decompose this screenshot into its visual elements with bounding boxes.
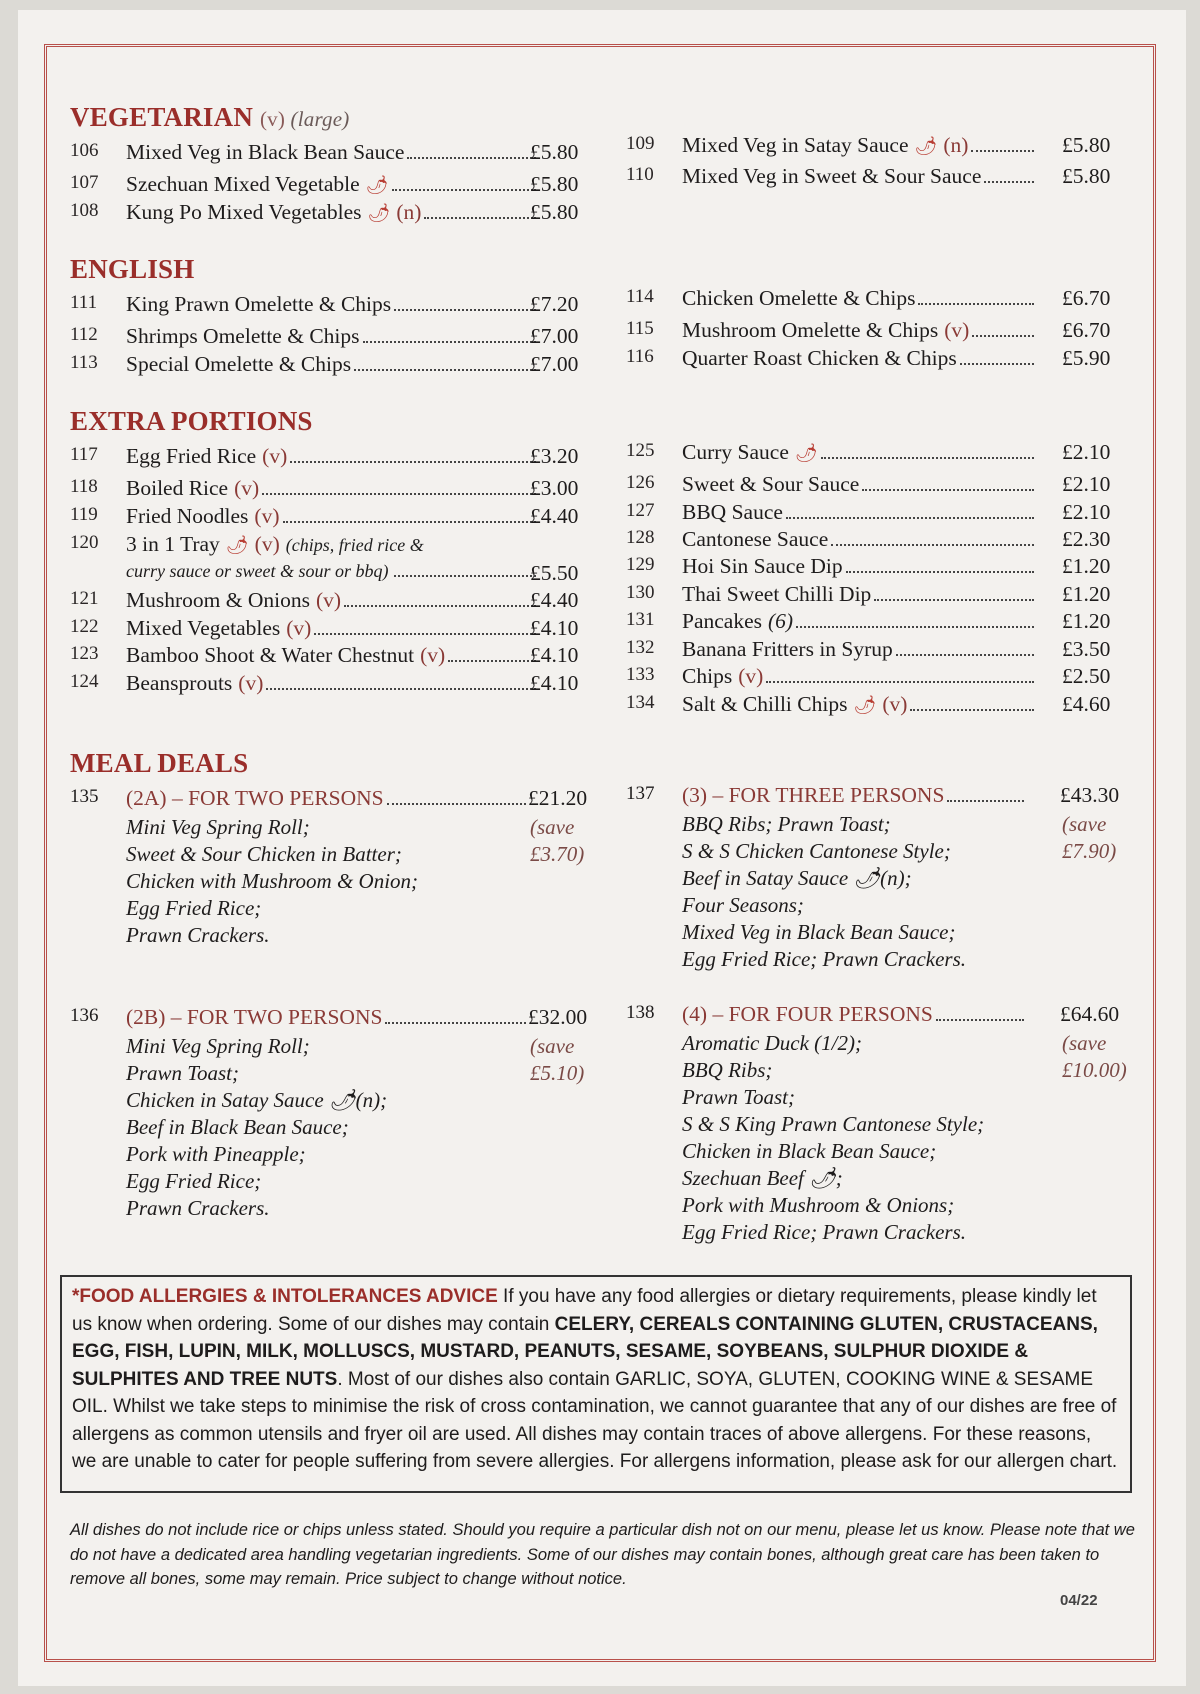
item-description: curry sauce or sweet & sour or bbq) — [126, 561, 389, 581]
menu-item — [70, 172, 600, 198]
item-name-row — [682, 164, 1038, 189]
item-name: BBQ Sauce — [682, 500, 783, 524]
allergy-heading: *FOOD ALLERGIES & INTOLERANCES ADVICE — [72, 1286, 498, 1307]
saving-amount: £7.90) — [1062, 839, 1117, 863]
item-name-row — [682, 286, 1038, 311]
item-name-row — [682, 554, 1038, 579]
item-tag: (v) — [738, 664, 764, 688]
item-number: 120 — [70, 532, 99, 553]
item-price: £5.80 — [1062, 164, 1111, 188]
footer-note: All dishes do not include rice or chips unless stated. Should you require a particular dish not on our menu, please let us know. Please note that we do not have a dedicated area handling vegetarian ingredients. Some of our dishes may contain bones, although great care has been taken to remove all bones, some may remain. Price subject to change without notice. — [70, 1521, 1135, 1588]
deal-dish: Egg Fried Rice; Prawn Crackers. — [682, 947, 967, 971]
deal-saving — [1062, 1030, 1127, 1084]
dot-leader — [387, 803, 526, 805]
deal-dish: Prawn Toast; — [126, 1061, 240, 1085]
deal-dish: Aromatic Duck (1/2); — [682, 1031, 862, 1055]
item-name-row — [682, 346, 1038, 371]
veg-tag: (v) — [259, 107, 286, 131]
item-name-row — [682, 133, 1038, 158]
item-number: 112 — [70, 324, 98, 345]
item-number: 110 — [626, 164, 654, 185]
item-number: 109 — [626, 133, 655, 154]
item-name-row — [682, 637, 1038, 662]
item-name: King Prawn Omelette & Chips — [126, 292, 392, 316]
deal-contents — [126, 1033, 387, 1222]
deal-contents — [126, 814, 418, 949]
menu-item — [70, 200, 600, 226]
deal-dish: Pork with Pineapple; — [126, 1142, 306, 1166]
deal-dish: Chicken in Black Bean Sauce; — [682, 1139, 937, 1163]
item-price: £5.90 — [1062, 346, 1111, 370]
deal-dish: Prawn Crackers. — [126, 1196, 270, 1220]
item-price: £5.80 — [530, 200, 579, 224]
section-title-text: VEGETARIAN — [70, 102, 254, 132]
menu-item — [70, 504, 600, 530]
section-title-english: ENGLISH — [70, 254, 195, 284]
item-name: Mushroom & Onions — [126, 588, 310, 612]
item-price: £6.70 — [1062, 318, 1111, 342]
saving-label: (save — [1062, 1031, 1107, 1055]
item-name: 3 in 1 Tray — [126, 532, 220, 556]
item-name-row — [126, 643, 540, 668]
deal-label-row — [126, 786, 530, 811]
item-price: £7.00 — [530, 352, 579, 376]
menu-item — [626, 440, 1132, 466]
deal-dish: Egg Fried Rice; — [126, 896, 262, 920]
menu-item — [626, 582, 1132, 608]
chili-icon: 🌶 — [365, 175, 389, 195]
dot-leader — [972, 335, 1034, 337]
item-number: 126 — [626, 472, 655, 493]
item-tag: (n) — [943, 133, 969, 157]
deal-dish: Four Seasons; — [682, 893, 804, 917]
dot-leader — [786, 517, 1034, 519]
deal-price: £43.30 — [1060, 783, 1120, 807]
deal-dish: Chicken in Satay Sauce 🌶(n); — [126, 1088, 388, 1112]
deal-label-row — [682, 783, 1028, 808]
item-number: 119 — [70, 504, 98, 525]
dot-leader — [392, 189, 537, 191]
item-name: Boiled Rice — [126, 476, 229, 500]
item-price: £1.20 — [1062, 554, 1111, 578]
item-name: Mixed Vegetables — [126, 616, 281, 640]
deal-dish: S & S King Prawn Cantonese Style; — [682, 1112, 985, 1136]
item-name-row — [126, 476, 540, 501]
menu-item — [70, 476, 600, 502]
deal-label: (3) – FOR THREE PERSONS — [682, 783, 945, 807]
menu-item — [70, 616, 600, 642]
deal-number: 137 — [626, 783, 655, 804]
item-name: Chicken Omelette & Chips — [682, 286, 916, 310]
menu-item — [626, 500, 1132, 526]
dot-leader — [936, 1019, 1024, 1021]
dot-leader — [874, 599, 1034, 601]
item-price: £6.70 — [1062, 286, 1111, 310]
saving-amount: £10.00) — [1062, 1058, 1127, 1082]
item-tag: (v) — [254, 504, 280, 528]
item-tag: (v) — [238, 671, 264, 695]
item-name: Mixed Veg in Satay Sauce — [682, 133, 909, 157]
deal-label: (2B) – FOR TWO PERSONS — [126, 1005, 383, 1029]
deal-label-row — [126, 1005, 530, 1030]
item-name-row — [126, 172, 540, 197]
deal-saving — [530, 814, 584, 868]
chili-icon: 🌶 — [853, 695, 877, 715]
allergy-advice-box — [60, 1275, 1132, 1493]
menu-date: 04/22 — [1060, 1592, 1098, 1609]
meal-deal-header — [626, 783, 1152, 810]
dot-leader — [831, 544, 1034, 546]
menu-item — [70, 140, 600, 166]
dot-leader — [947, 800, 1024, 802]
item-name-row — [682, 527, 1038, 552]
item-name: Shrimps Omelette & Chips — [126, 324, 360, 348]
deal-price: £64.60 — [1060, 1002, 1120, 1026]
item-name-row — [126, 504, 540, 529]
item-tag: (v) — [882, 692, 908, 716]
item-name-row — [682, 318, 1038, 343]
deal-contents — [682, 811, 966, 973]
item-name-row — [126, 324, 540, 349]
section-title-vegetarian — [70, 102, 349, 133]
item-name-row — [682, 582, 1038, 607]
item-number: 123 — [70, 643, 99, 664]
deal-label: (4) – FOR FOUR PERSONS — [682, 1002, 933, 1026]
dot-leader — [283, 521, 537, 523]
item-number: 106 — [70, 140, 99, 161]
menu-item — [70, 292, 600, 318]
item-price: £2.50 — [1062, 664, 1111, 688]
saving-label: (save — [530, 1034, 575, 1058]
dot-leader — [394, 309, 536, 311]
item-number: 134 — [626, 692, 655, 713]
saving-amount: £3.70) — [530, 842, 585, 866]
dot-leader — [796, 626, 1034, 628]
chili-icon: 🌶 — [914, 136, 938, 156]
menu-item — [626, 637, 1132, 663]
item-price: £2.10 — [1062, 472, 1111, 496]
menu-item — [626, 286, 1132, 312]
saving-label: (save — [530, 815, 575, 839]
dot-leader — [290, 461, 536, 463]
large-note: (large) — [290, 107, 350, 131]
deal-dish: BBQ Ribs; — [682, 1058, 773, 1082]
item-name: Quarter Roast Chicken & Chips — [682, 346, 957, 370]
item-price: £2.10 — [1062, 440, 1111, 464]
deal-dish: Pork with Mushroom & Onions; — [682, 1193, 955, 1217]
item-price: £1.20 — [1062, 582, 1111, 606]
item-name: Kung Po Mixed Vegetables — [126, 200, 362, 224]
deal-dish: S & S Chicken Cantonese Style; — [682, 839, 951, 863]
menu-item — [626, 472, 1132, 498]
item-name: Mushroom Omelette & Chips — [682, 318, 939, 342]
item-price: £5.80 — [1062, 133, 1111, 157]
deal-number: 138 — [626, 1002, 655, 1023]
item-name: Cantonese Sauce — [682, 527, 829, 551]
item-name-row — [126, 532, 540, 557]
item-price: £4.40 — [530, 588, 579, 612]
item-number: 125 — [626, 440, 655, 461]
item-name: Salt & Chilli Chips — [682, 692, 848, 716]
deal-dish: Egg Fried Rice; — [126, 1169, 262, 1193]
deal-saving — [1062, 811, 1116, 865]
dot-leader — [960, 363, 1034, 365]
dot-leader — [363, 341, 536, 343]
item-number: 115 — [626, 318, 654, 339]
dot-leader — [344, 605, 536, 607]
item-name: Szechuan Mixed Vegetable — [126, 172, 360, 196]
item-price: £5.80 — [530, 140, 579, 164]
menu-item — [626, 527, 1132, 553]
item-price: £4.10 — [530, 671, 579, 695]
menu-item — [70, 671, 600, 697]
deal-dish: Sweet & Sour Chicken in Batter; — [126, 842, 402, 866]
item-price: £4.10 — [530, 616, 579, 640]
item-name-row — [682, 692, 1038, 717]
item-name: Beansprouts — [126, 671, 233, 695]
item-tag: (v) — [262, 444, 288, 468]
item-number: 121 — [70, 588, 99, 609]
item-name-row — [126, 140, 540, 165]
item-price: £3.00 — [530, 476, 579, 500]
meal-deal-header — [70, 1005, 620, 1032]
deal-label-row — [682, 1002, 1028, 1027]
allergy-text-2: . Most of our dishes also contain GARLIC, SOYA, GLUTEN, COOKING WINE & SESAME OIL. Whilst we take steps to minimise the risk of cross contamination, we cannot guarantee that any of our dishes are free of allergens as common utensils and fryer oil are used. All dishes may contain traces of above allergens. For these reasons, we are unable to cater for people suffering from severe allergies. For allergens information, please ask for our allergen chart. — [72, 1368, 1118, 1472]
deal-contents — [682, 1030, 984, 1246]
dot-leader — [424, 217, 536, 219]
dot-leader — [910, 709, 1034, 711]
item-name: Egg Fried Rice — [126, 444, 257, 468]
section-title-meal-deals: MEAL DEALS — [70, 748, 249, 778]
item-number: 133 — [626, 664, 655, 685]
item-price: £4.40 — [530, 504, 579, 528]
deal-dish: Chicken with Mushroom & Onion; — [126, 869, 419, 893]
deal-dish: Mini Veg Spring Roll; — [126, 1034, 310, 1058]
item-number: 128 — [626, 527, 655, 548]
item-tag: (v) — [286, 616, 312, 640]
item-name: Special Omelette & Chips — [126, 352, 352, 376]
menu-item — [70, 588, 600, 614]
allergy-text-1: If you have any food allergies or dietary requirements, please kindly let us know when ordering. Some of our dishes may contain — [72, 1286, 1097, 1335]
item-name-row — [682, 500, 1038, 525]
deal-price: £21.20 — [528, 786, 588, 810]
section-title-note — [260, 107, 349, 131]
deal-number: 136 — [70, 1005, 99, 1026]
item-name: Fried Noodles — [126, 504, 249, 528]
dot-leader — [766, 681, 1034, 683]
item-name: Thai Sweet Chilli Dip — [682, 582, 872, 606]
item-name-row — [126, 616, 540, 641]
dot-leader — [821, 457, 1034, 459]
item-tag: (6) — [768, 609, 794, 633]
deal-price: £32.00 — [528, 1005, 588, 1029]
menu-item — [70, 643, 600, 669]
item-price: £3.20 — [530, 444, 579, 468]
dot-leader — [971, 150, 1034, 152]
dot-leader — [846, 571, 1034, 573]
item-name-row — [682, 472, 1038, 497]
menu-item — [70, 444, 600, 470]
item-tag: (v) — [234, 476, 260, 500]
item-name: Curry Sauce — [682, 440, 789, 464]
deal-dish: Prawn Toast; — [682, 1085, 796, 1109]
item-name: Hoi Sin Sauce Dip — [682, 554, 843, 578]
item-number: 122 — [70, 616, 99, 637]
item-name: Pancakes — [682, 609, 762, 633]
item-price: £7.00 — [530, 324, 579, 348]
deal-dish: BBQ Ribs; Prawn Toast; — [682, 812, 891, 836]
dot-leader — [448, 660, 536, 662]
dot-leader — [984, 181, 1034, 183]
item-name-row — [682, 609, 1038, 634]
deal-dish: Beef in Satay Sauce 🌶(n); — [682, 866, 912, 890]
chili-icon: 🌶 — [367, 203, 391, 223]
item-number: 114 — [626, 286, 654, 307]
item-name: Banana Fritters in Syrup — [682, 637, 893, 661]
menu-item — [626, 133, 1132, 159]
item-number: 129 — [626, 554, 655, 575]
dot-leader — [394, 575, 536, 577]
menu-item — [626, 554, 1132, 580]
item-number: 113 — [70, 352, 98, 373]
dot-leader — [354, 369, 536, 371]
item-price: £4.60 — [1062, 692, 1111, 716]
dot-leader — [918, 303, 1034, 305]
item-number: 107 — [70, 172, 99, 193]
dot-leader — [385, 1022, 526, 1024]
dot-leader — [862, 489, 1034, 491]
chili-icon: 🌶 — [225, 535, 249, 555]
saving-label: (save — [1062, 812, 1107, 836]
dot-leader — [266, 688, 536, 690]
item-price: £2.30 — [1062, 527, 1111, 551]
item-name-row — [126, 588, 540, 613]
item-name-row — [126, 200, 540, 225]
dot-leader — [314, 633, 536, 635]
deal-dish: Egg Fried Rice; Prawn Crackers. — [682, 1220, 967, 1244]
item-tag: (v) — [315, 588, 342, 612]
item-price: £4.10 — [530, 643, 579, 667]
item-tag: (n) — [396, 200, 422, 224]
item-price: £2.10 — [1062, 500, 1111, 524]
item-tag: (v) — [420, 643, 446, 667]
item-number: 117 — [70, 444, 98, 465]
deal-dish: Beef in Black Bean Sauce; — [126, 1115, 349, 1139]
item-description: (chips, fried rice & — [285, 535, 424, 555]
menu-item — [626, 664, 1132, 690]
item-number: 130 — [626, 582, 655, 603]
item-price: £5.50 — [530, 561, 579, 585]
item-name-row — [126, 352, 540, 377]
section-title-extra-portions: EXTRA PORTIONS — [70, 406, 313, 436]
menu-item — [70, 352, 600, 378]
menu-item — [626, 609, 1132, 635]
item-number: 111 — [70, 292, 98, 313]
item-name-row — [682, 440, 1038, 465]
dot-leader — [262, 493, 536, 495]
deal-saving — [530, 1033, 584, 1087]
menu-item — [626, 318, 1132, 344]
deal-dish: Szechuan Beef 🌶; — [682, 1166, 843, 1190]
item-name: Bamboo Shoot & Water Chestnut — [126, 643, 415, 667]
item-tag: (v) — [944, 318, 970, 342]
saving-amount: £5.10) — [530, 1061, 585, 1085]
item-number: 108 — [70, 200, 99, 221]
item-number: 131 — [626, 609, 655, 630]
item-name-row — [682, 664, 1038, 689]
menu-item — [626, 164, 1132, 190]
allergen-list: CELERY, CEREALS CONTAINING GLUTEN, CRUSTACEANS, EGG, FISH, LUPIN, MILK, MOLLUSCS, MUSTARD, PEANUTS, SESAME, SOYBEANS, SULPHUR DIOXIDE & SULPHITES AND TREE NUTS — [72, 1313, 1098, 1390]
meal-deal-header — [70, 786, 620, 813]
item-number: 132 — [626, 637, 655, 658]
item-name-row — [126, 444, 540, 469]
chili-icon: 🌶 — [794, 443, 818, 463]
item-number: 116 — [626, 346, 654, 367]
menu-item — [70, 324, 600, 350]
item-number: 124 — [70, 671, 99, 692]
item-number: 127 — [626, 500, 655, 521]
item-price: £7.20 — [530, 292, 579, 316]
item-price: £5.80 — [530, 172, 579, 196]
item-name: Mixed Veg in Sweet & Sour Sauce — [682, 164, 982, 188]
dot-leader — [896, 654, 1034, 656]
item-name-row — [126, 292, 540, 317]
meal-deal-header — [626, 1002, 1152, 1029]
item-name-row — [126, 671, 540, 696]
dot-leader — [407, 157, 536, 159]
deal-dish: Mini Veg Spring Roll; — [126, 815, 310, 839]
item-tag: (v) — [254, 532, 280, 556]
item-description-line — [126, 561, 540, 583]
deal-label: (2A) – FOR TWO PERSONS — [126, 786, 384, 810]
menu-item — [626, 346, 1132, 372]
item-price: £3.50 — [1062, 637, 1111, 661]
item-number: 118 — [70, 476, 98, 497]
deal-number: 135 — [70, 786, 99, 807]
menu-item — [626, 692, 1132, 718]
item-name: Mixed Veg in Black Bean Sauce — [126, 140, 405, 164]
item-name: Chips — [682, 664, 733, 688]
item-name: Sweet & Sour Sauce — [682, 472, 860, 496]
deal-dish: Prawn Crackers. — [126, 923, 270, 947]
deal-dish: Mixed Veg in Black Bean Sauce; — [682, 920, 956, 944]
item-price: £1.20 — [1062, 609, 1111, 633]
